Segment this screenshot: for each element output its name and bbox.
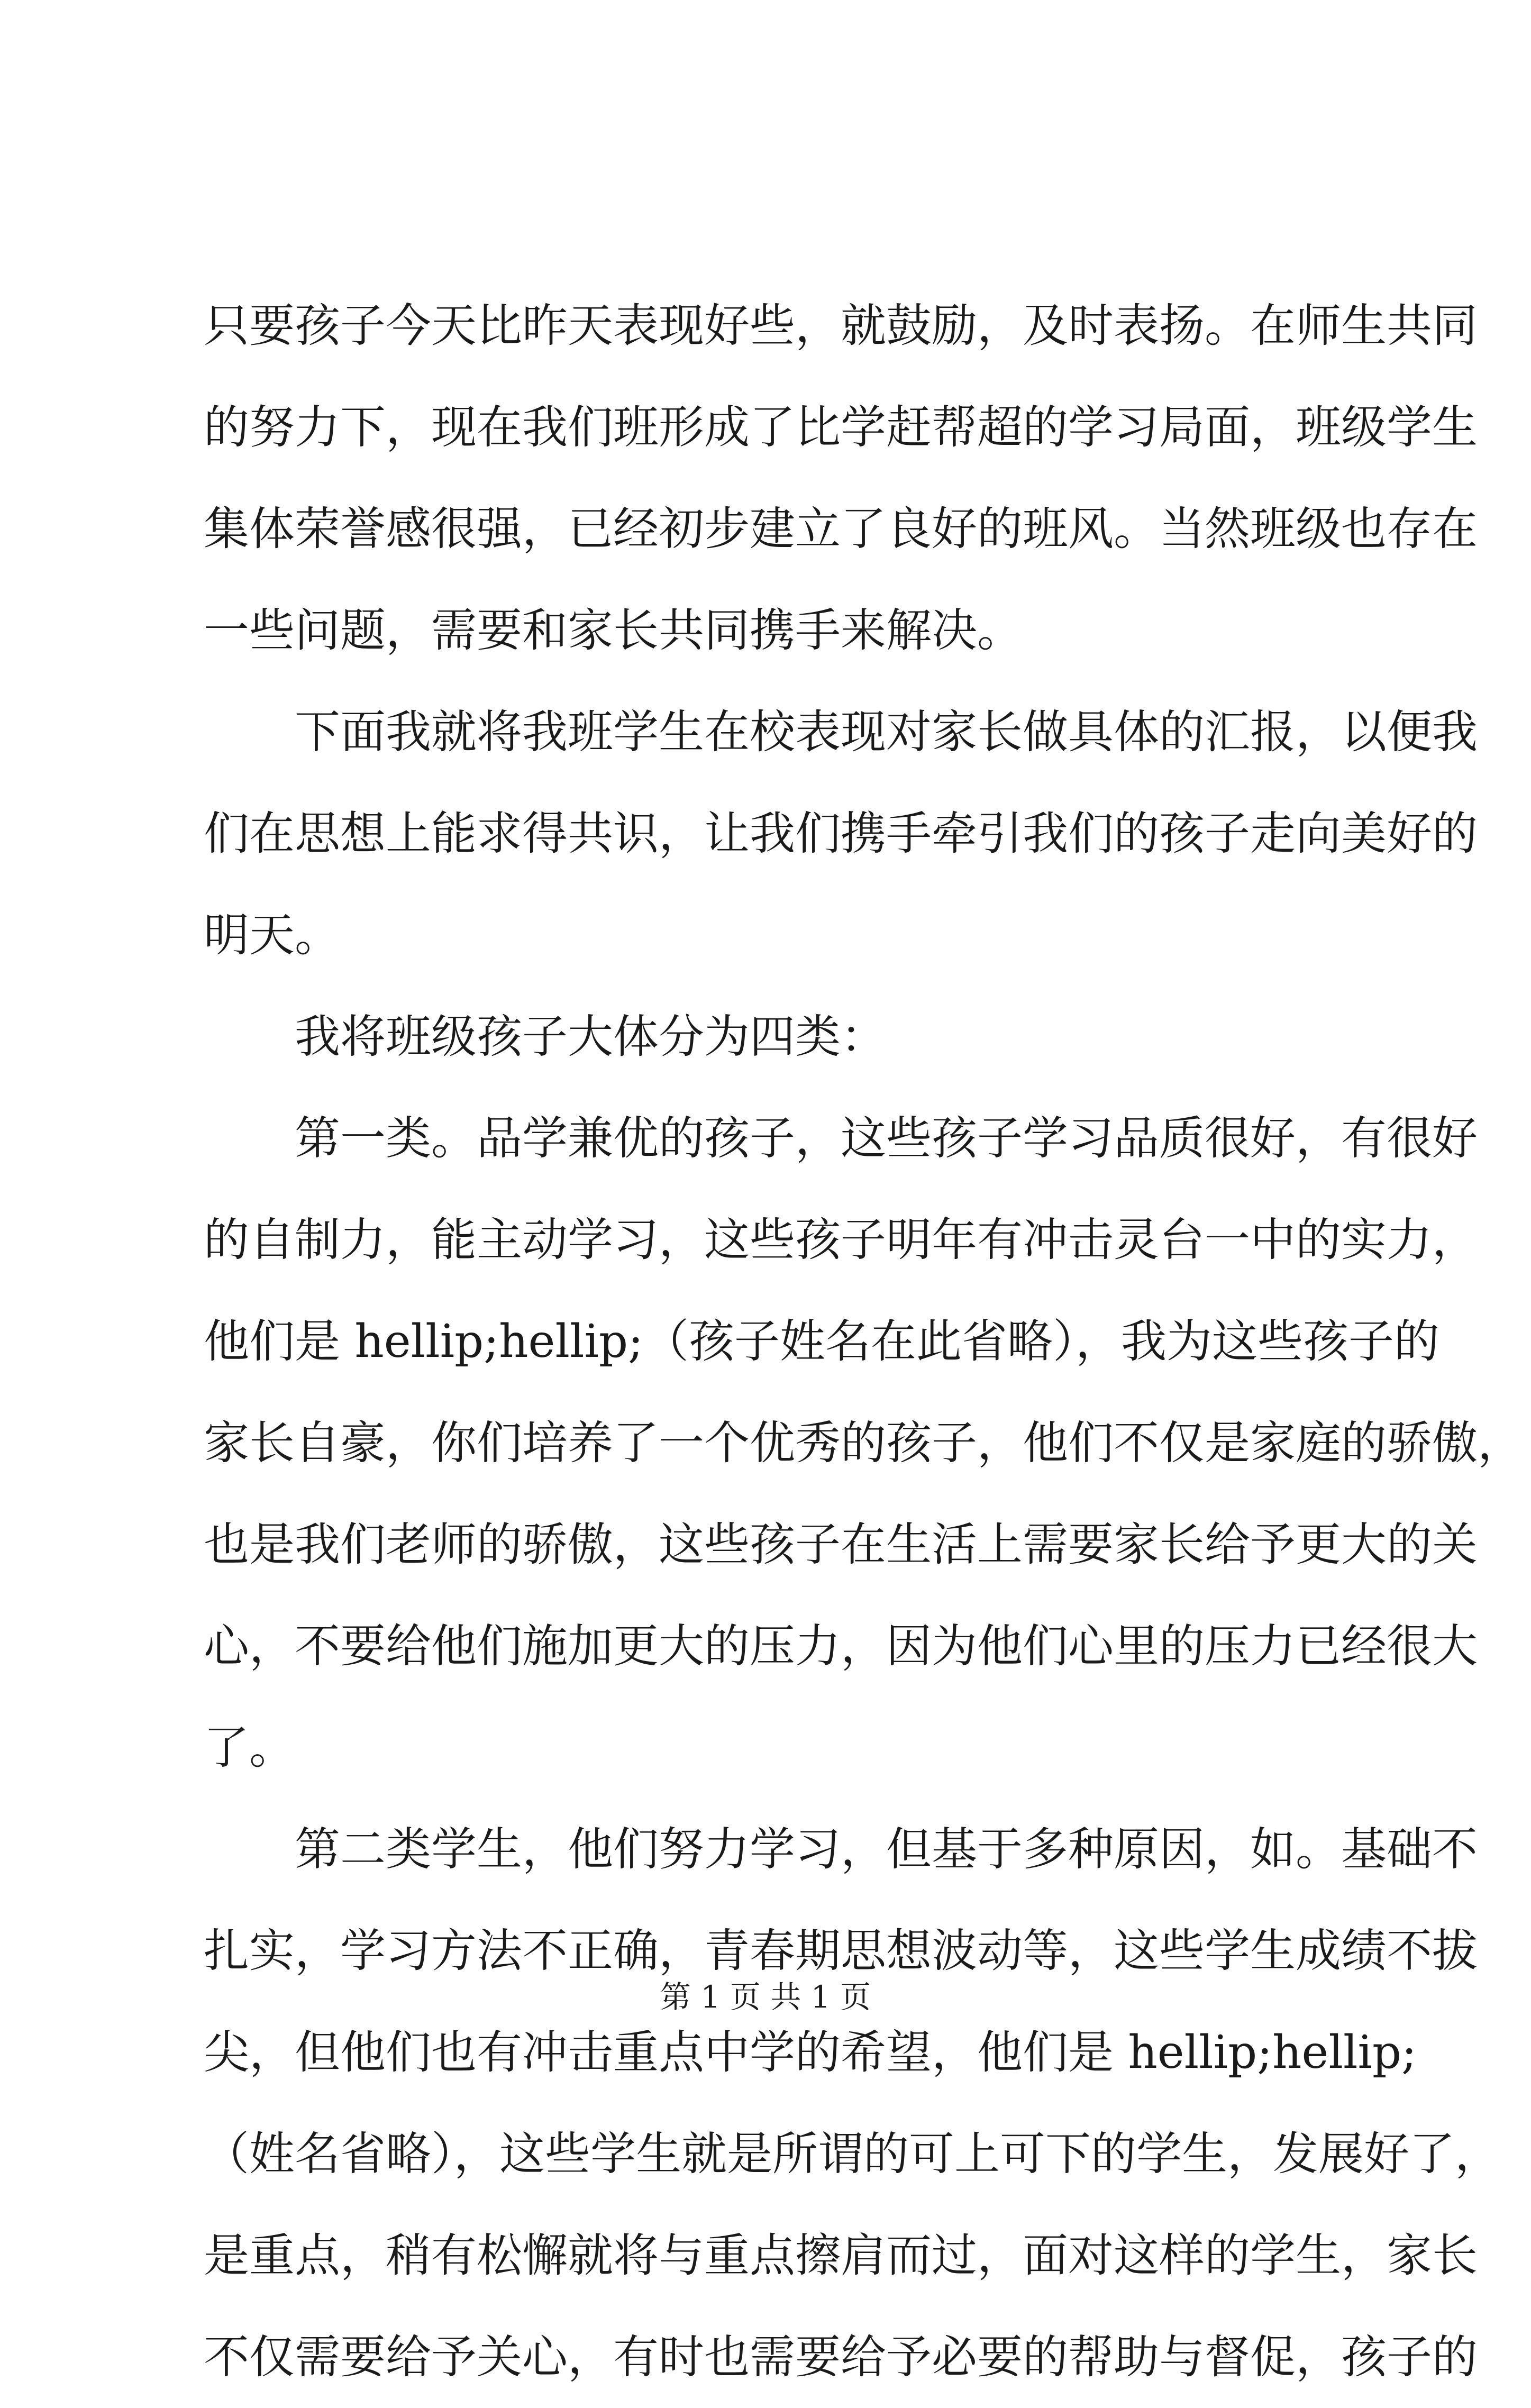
text-line: 一些问题，需要和家长共同携手来解决。 xyxy=(204,604,1023,657)
text-line: 他们是 hellip;hellip;（孩子姓名在此省略），我为这些孩子的 xyxy=(204,1315,1439,1368)
page-number-footer: 第 1 页 共 1 页 xyxy=(660,1979,871,2015)
paragraph-start-line: 第一类。品学兼优的孩子，这些孩子学习品质很好，有很好 xyxy=(295,1112,1478,1165)
text-line: 扎实，学习方法不正确，青春期思想波动等，这些学生成绩不拔 xyxy=(204,1924,1478,1977)
text-line: 家长自豪，你们培养了一个优秀的孩子，他们不仅是家庭的骄傲， xyxy=(204,1417,1523,1470)
text-line: 也是我们老师的骄傲，这些孩子在生活上需要家长给予更大的关 xyxy=(204,1518,1478,1571)
text-line: 尖，但他们也有冲击重点中学的希望，他们是 hellip;hellip; xyxy=(204,2026,1417,2079)
text-line: （姓名省略），这些学生就是所谓的可上可下的学生，发展好了， xyxy=(204,2128,1500,2181)
text-line: 明天。 xyxy=(204,909,340,962)
text-line: 们在思想上能求得共识，让我们携手牵引我们的孩子走向美好的 xyxy=(204,807,1478,860)
paragraph-start-line: 下面我就将我班学生在校表现对家长做具体的汇报，以便我 xyxy=(295,706,1478,759)
text-line: 的努力下，现在我们班形成了比学赶帮超的学习局面，班级学生 xyxy=(204,401,1478,454)
text-line: 不仅需要给予关心，有时也需要给予必要的帮助与督促，孩子的 xyxy=(204,2331,1478,2384)
text-line: 的自制力，能主动学习，这些孩子明年有冲击灵台一中的实力， xyxy=(204,1214,1478,1266)
document-body xyxy=(204,275,1523,2408)
text-line: 心，不要给他们施加更大的压力，因为他们心里的压力已经很大 xyxy=(204,1620,1478,1673)
text-line: 了。 xyxy=(204,1721,295,1774)
paragraph-start-line: 第二类学生，他们努力学习，但基于多种原因，如。基础不 xyxy=(295,1823,1478,1876)
text-line: 集体荣誉感很强，已经初步建立了良好的班风。当然班级也存在 xyxy=(204,503,1478,555)
text-line: 是重点，稍有松懈就将与重点擦肩而过，面对这样的学生，家长 xyxy=(204,2229,1478,2282)
paragraph-start-line: 我将班级孩子大体分为四类： xyxy=(295,1010,886,1063)
text-line: 只要孩子今天比昨天表现好些，就鼓励，及时表扬。在师生共同 xyxy=(204,299,1478,352)
